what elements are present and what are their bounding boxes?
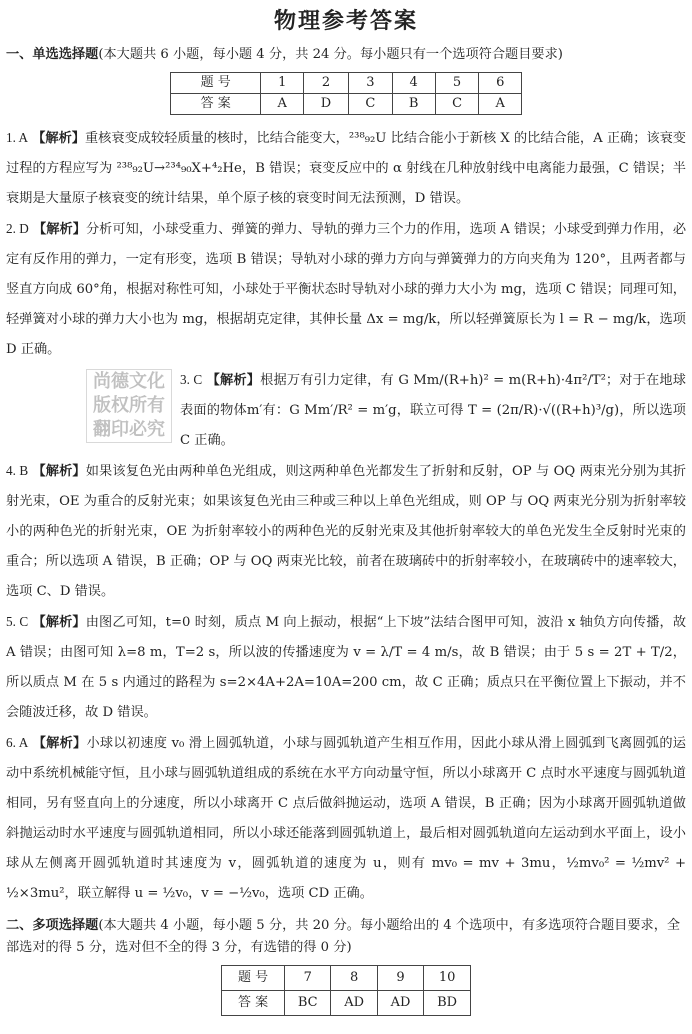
cell: 6 [479,73,522,94]
item-number: 2. D [6,221,29,236]
analysis-tag: 【解析】 [32,736,87,751]
item-number: 4. B [6,463,29,478]
watermark-line: 尚德文化 [93,371,165,392]
cell: C [435,94,479,115]
answer-item-4 [6,456,686,607]
item-number: 5. C [6,614,29,629]
cell: A [479,94,522,115]
section1-header: 一、单选选择题 [6,47,99,62]
answer-item-1 [6,123,686,214]
analysis-tag: 【解析】 [32,615,86,630]
cell: AD [377,991,423,1016]
cell: 3 [348,73,392,94]
row-label: 题 号 [222,966,285,991]
cell: BD [424,991,471,1016]
row-label: 答 案 [171,94,261,115]
item-number: 3. C [180,372,203,387]
watermark-line: 版权所有 [93,395,165,416]
row-label: 题 号 [171,73,261,94]
table-row-answers [171,94,522,115]
item-text: 如果该复色光由两种单色光组成，则这两种单色光都发生了折射和反射，OP 与 OQ 两束光分别为其折射光束，OE 为重合的反射光束；如果该复色光由三种或三种以上单色光组成，则 OP 与 OQ 两束光分别为折射率较小的两种色光的折射光束，OE 为折射率较小的两种色光的反射光束及其他折射率较大的单色光发生全反射时光束的重合；所以选项 A 错误，B 正确；OP 与 OQ 两束光比较，前者在玻璃砖中的折射率较小，在玻璃砖中的速率较大，选项 C、D 错误。 [6,464,686,599]
cell: 8 [331,966,377,991]
section2-header: 二、多项选择题 [6,918,99,933]
cell: AD [331,991,377,1016]
analysis-tag: 【解析】 [32,464,86,479]
watermark-line: 翻印必究 [93,419,165,440]
cell: C [348,94,392,115]
cell: A [261,94,304,115]
section1-desc: (本大题共 6 小题，每小题 4 分，共 24 分。每小题只有一个选项符合题目要求) [98,47,563,62]
section2-answer-table [221,965,471,1016]
copyright-watermark [86,369,172,443]
cell: 5 [435,73,479,94]
section1-heading [6,44,686,66]
table-row-numbers [222,966,471,991]
cell: 4 [392,73,435,94]
analysis-tag: 【解析】 [32,131,85,146]
cell: 2 [304,73,349,94]
answer-item-6 [6,728,686,909]
analysis-tag: 【解析】 [33,222,86,237]
section2-heading [6,915,686,959]
table-row-numbers [171,73,522,94]
cell: B [392,94,435,115]
cell: 7 [285,966,331,991]
item-text: 根据万有引力定律，有 G Mm/(R+h)² = m(R+h)·4π²/T²；对于在地球表面的物体m′有：G Mm′/R² = m′g，联立可得 T = (2π/R)·√((R+h)³/g)，所以选项 C 正确。 [180,373,686,448]
analysis-tag: 【解析】 [206,373,261,388]
row-label: 答 案 [222,991,285,1016]
cell: 9 [377,966,423,991]
section2-desc: (本大题共 4 小题，每小题 5 分，共 20 分。每小题给出的 4 个选项中，有多选项符合题目要求，全部选对的得 5 分，选对但不全的得 3 分，有选错的得 0 分) [6,918,681,955]
cell: D [304,94,349,115]
item-text: 小球以初速度 v₀ 滑上圆弧轨道，小球与圆弧轨道产生相互作用，因此小球从滑上圆弧到飞离圆弧的运动中系统机械能守恒，且小球与圆弧轨道组成的系统在水平方向动量守恒，所以小球离开 C 点时水平速度与圆弧轨道相同，另有竖直向上的分速度，所以小球离开 C 点后做斜抛运动，选项 A 错误，B 正确；因为小球离开圆弧轨道做斜抛运动时水平速度与圆弧轨道相同，所以小球还能落到圆弧轨道上，最后相对圆弧轨道向左运动到水平面上，设小球从左侧离开圆弧轨道时其速度为 v，圆弧轨道的速度为 u，则有 mv₀ = mv + 3mu，½mv₀² = ½mv² + ½×3mu²，联立解得 u = ½v₀，v = −½v₀，选项 CD 正确。 [6,736,686,901]
section1-answer-table [170,72,522,115]
cell: 10 [424,966,471,991]
answer-item-2 [6,214,686,365]
item-text: 分析可知，小球受重力、弹簧的弹力、导轨的弹力三个力的作用，选项 A 错误；小球受到弹力作用，必定有反作用的弹力，一定有形变，选项 B 错误；导轨对小球的弹力方向与弹簧弹力的方向夹角为 120°，且两者都与竖直方向成 60°角，根据对称性可知，小球处于平衡状态时导轨对小球的弹力大小为 mg，选项 C 错误；同理可知，轻弹簧对小球的弹力大小也为 mg，根据胡克定律，其伸长量 Δx = mg/k，所以轻弹簧原长为 l = R − mg/k，选项 D 正确。 [6,222,687,357]
item-number: 1. A [6,130,28,145]
answer-item-3 [6,365,686,456]
table-row-answers [222,991,471,1016]
item-number: 6. A [6,735,29,750]
cell: BC [285,991,331,1016]
item-text: 由图乙可知，t=0 时刻，质点 M 向上振动，根据“上下坡”法结合图甲可知，波沿 x 轴负方向传播，故 A 错误；由图可知 λ=8 m，T=2 s，所以波的传播速度为 v = λ/T = 4 m/s，故 B 错误；由于 5 s = 2T + T/2，所以质点 M 在 5 s 内通过的路程为 s=2×4A+2A=10A=200 cm，故 C 正确；质点只在平衡位置上下振动，并不会随波迁移，故 D 错误。 [6,615,687,720]
answer-item-5 [6,607,686,728]
item-text: 重核衰变成较轻质量的核时，比结合能变大，²³⁸₉₂U 比结合能小于新核 X 的比结合能，A 正确；该衰变过程的方程应写为 ²³⁸₉₂U→²³⁴₉₀X+⁴₂He，B 错误；衰变反应中的 α 射线在几种放射线中电离能力最强，C 错误；半衰期是大量原子核衰变的统计结果，单个原子核的衰变时间无法预测，D 错误。 [6,131,686,206]
page-title: 物理参考答案 [273,8,418,34]
cell: 1 [261,73,304,94]
